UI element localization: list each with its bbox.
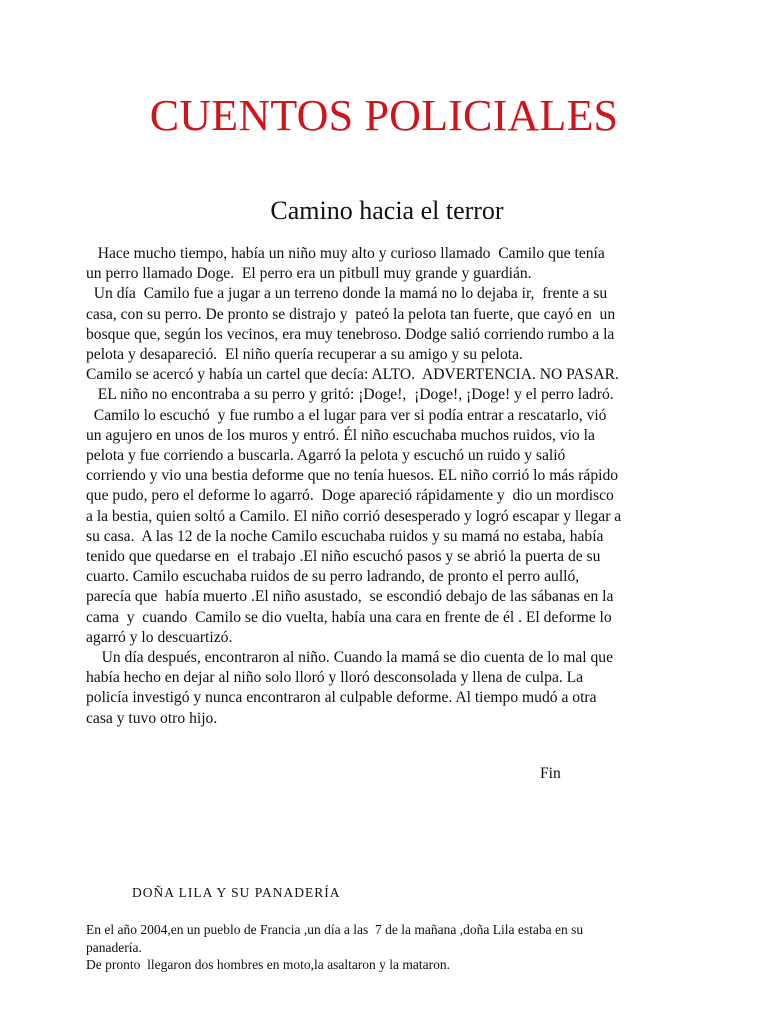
text-line: tenido que quedarse en el trabajo .El niño escuchó pasos y se abrió la puerta de su bbox=[86, 548, 601, 566]
text-line: panadería. bbox=[86, 939, 142, 955]
text-line: parecía que había muerto .El niño asustado, se escondió debajo de las sábanas en la bbox=[86, 588, 614, 606]
text-line: agarró y lo descuartizó. bbox=[86, 628, 233, 646]
text-line: había hecho en dejar al niño solo lloró y lloró desconsolada y llena de culpa. La bbox=[86, 669, 584, 687]
text-line: pelota y desapareció. El niño quería recuperar a su amigo y su pelota. bbox=[86, 346, 523, 364]
text-line: EL niño no encontraba a su perro y gritó: ¡Doge!, ¡Doge!, ¡Doge! y el perro ladró. bbox=[86, 386, 614, 404]
second-story-body bbox=[86, 921, 656, 974]
second-story-title: DOÑA LILA Y SU PANADERÍA bbox=[132, 885, 341, 900]
text-line: bosque que, según los vecinos, era muy tenebroso. Dodge salió corriendo rumbo a la bbox=[86, 325, 615, 343]
text-line: Camilo se acercó y había un cartel que decía: ALTO. ADVERTENCIA. NO PASAR. bbox=[86, 366, 619, 384]
main-title: CUENTOS POLICIALES bbox=[149, 91, 619, 140]
text-line: pelota y fue corriendo a buscarla. Agarró la pelota y escuchó un ruido y salió bbox=[86, 447, 566, 465]
story-ending: Fin bbox=[540, 765, 561, 782]
text-line: Camilo lo escuchó y fue rumbo a el lugar para ver si podía entrar a rescatarlo, vió bbox=[86, 406, 607, 424]
text-line: De pronto llegaron dos hombres en moto,la asaltaron y la mataron. bbox=[86, 957, 451, 972]
text-line: En el año 2004,en un pueblo de Francia ,un día a las 7 de la mañana ,doña Lila estaba en su bbox=[86, 922, 584, 937]
text-line: un agujero en unos de los muros y entró. Él niño escuchaba muchos ruidos, vio la bbox=[86, 426, 595, 444]
story-body bbox=[86, 244, 690, 729]
text-line: corriendo y vio una bestia deforme que no tenía huesos. EL niño corrió lo más rápido bbox=[86, 467, 619, 485]
text-line: Hace mucho tiempo, había un niño muy alto y curioso llamado Camilo que tenía bbox=[86, 245, 605, 262]
text-line: cama y cuando Camilo se dio vuelta, había una cara en frente de él . El deforme lo bbox=[86, 608, 612, 626]
text-line: que pudo, pero el deforme lo agarró. Doge apareció rápidamente y dio un mordisco bbox=[86, 487, 614, 505]
story-title: Camino hacia el terror bbox=[270, 196, 504, 225]
text-line: cuarto. Camilo escuchaba ruidos de su perro ladrando, de pronto el perro aulló, bbox=[86, 568, 580, 586]
text-line: casa, con su perro. De pronto se distrajo y pateó la pelota tan fuerte, que cayó en un bbox=[86, 305, 616, 323]
text-line: policía investigó y nunca encontraron al culpable deforme. Al tiempo mudó a otra bbox=[86, 689, 597, 707]
text-line: un perro llamado Doge. El perro era un pitbull muy grande y guardián. bbox=[86, 265, 532, 283]
text-line: Un día después, encontraron al niño. Cuando la mamá se dio cuenta de lo mal que bbox=[86, 649, 614, 667]
text-line: casa y tuvo otro hijo. bbox=[86, 709, 218, 727]
text-line: Un día Camilo fue a jugar a un terreno donde la mamá no lo dejaba ir, frente a su bbox=[86, 285, 608, 303]
text-line: su casa. A las 12 de la noche Camilo escuchaba ruidos y su mamá no estaba, había bbox=[86, 527, 604, 545]
text-line: a la bestia, quien soltó a Camilo. El niño corrió desesperado y logró escapar y llegar a bbox=[86, 507, 622, 525]
